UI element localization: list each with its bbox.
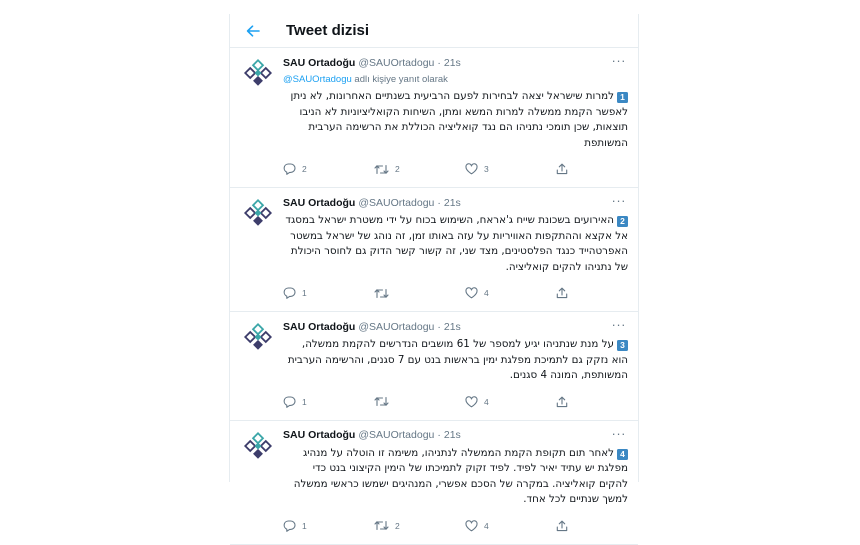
timestamp[interactable]: 21s <box>443 196 461 209</box>
avatar[interactable] <box>241 196 275 230</box>
share-icon <box>556 287 568 299</box>
tweet-header <box>283 188 628 209</box>
tweet-text <box>283 337 628 384</box>
like-button[interactable] <box>465 520 556 532</box>
logo-icon <box>241 196 275 230</box>
tweet-text <box>283 446 628 508</box>
more-icon[interactable]: ··· <box>611 193 626 208</box>
like-count: 3 <box>484 164 489 174</box>
tweet[interactable] <box>230 421 638 545</box>
like-icon <box>465 163 478 175</box>
reply-icon <box>283 396 296 408</box>
reply-icon <box>283 287 296 299</box>
tweet[interactable] <box>230 188 638 312</box>
tweet-body: לאחר תום תקופת הקמת הממשלה לנתניהו, משימה זו הוטלה על מנהיג מפלגת יש עתיד יאיר לפיד. לפיד זקוק לתמיכתו של הימין הקיצוני בנט כדי להקים קואליציה. במקרה של הסכם אפשרי, המנהיגים ישמשו כראשי ממשלה למשך שנתיים לכל אחד. <box>293 446 628 505</box>
like-button[interactable] <box>465 163 556 175</box>
reply-context <box>283 74 628 85</box>
tweet-actions <box>283 518 628 534</box>
avatar[interactable] <box>241 56 275 90</box>
back-button[interactable] <box>242 20 264 42</box>
logo-icon <box>241 320 275 354</box>
avatar[interactable] <box>241 320 275 354</box>
reply-count: 1 <box>302 288 307 298</box>
tweet-actions <box>283 285 628 301</box>
separator-dot: · <box>437 320 441 333</box>
more-icon[interactable]: ··· <box>611 425 626 441</box>
tweet-text <box>283 89 628 151</box>
avatar[interactable] <box>241 429 275 463</box>
reply-button[interactable] <box>283 520 374 532</box>
share-button[interactable] <box>556 163 568 175</box>
timestamp[interactable]: 21s <box>443 429 461 441</box>
handle[interactable]: @SAUOrtadogu <box>358 429 435 441</box>
reply-button[interactable] <box>283 287 374 299</box>
retweet-button[interactable] <box>374 288 465 299</box>
number-badge: 1 <box>617 92 628 103</box>
back-arrow-icon <box>246 25 260 37</box>
separator-dot: · <box>437 56 441 69</box>
logo-icon <box>241 429 275 463</box>
timestamp[interactable]: 21s <box>443 320 461 333</box>
like-icon <box>465 287 478 299</box>
tweet-header <box>283 312 628 333</box>
share-button[interactable] <box>556 287 568 299</box>
display-name[interactable]: SAU Ortadoğu <box>283 320 356 333</box>
number-badge: 2 <box>617 216 628 227</box>
reply-count: 1 <box>302 520 307 531</box>
like-icon <box>465 520 478 532</box>
tweet[interactable] <box>230 312 638 421</box>
tweet-text <box>283 213 628 275</box>
tweet-body: למרות שישראל יצאה לבחירות לפעם הרביעית בשנתיים האחרונות, לא ניתן לאפשר הקמת ממשלה למרות המשא ומתן, השיחות הקואליציוניות לא הניבו תוצאות, שכן תומכי נתניהו הם נגד קואליציה הכוללת את הרשימה הערבית המשותפת <box>290 90 628 149</box>
handle[interactable]: @SAUOrtadogu <box>358 56 435 69</box>
mention-link[interactable]: @SAUOrtadogu <box>283 74 352 85</box>
retweet-icon <box>374 164 389 175</box>
display-name[interactable]: SAU Ortadoğu <box>283 196 356 209</box>
share-icon <box>556 163 568 175</box>
display-name[interactable]: SAU Ortadoğu <box>283 56 356 69</box>
like-count: 4 <box>484 520 489 531</box>
handle[interactable]: @SAUOrtadogu <box>358 196 435 209</box>
reply-icon <box>283 520 296 532</box>
retweet-icon <box>374 520 389 531</box>
display-name[interactable]: SAU Ortadoğu <box>283 429 356 441</box>
retweet-icon <box>374 288 389 299</box>
tweet-header <box>283 48 628 69</box>
header <box>230 14 638 48</box>
number-badge: 3 <box>617 340 628 351</box>
handle[interactable]: @SAUOrtadogu <box>358 320 435 333</box>
reply-icon <box>283 163 296 175</box>
thread-panel <box>229 14 639 531</box>
tweet-list <box>230 48 638 545</box>
logo-icon <box>241 56 275 90</box>
retweet-button[interactable] <box>374 520 465 531</box>
tweet[interactable] <box>230 48 638 188</box>
reply-button[interactable] <box>283 163 374 175</box>
retweet-button[interactable] <box>374 164 465 175</box>
page-title: Tweet dizisi <box>286 22 370 39</box>
retweet-button[interactable] <box>374 396 465 407</box>
retweet-count: 2 <box>395 164 400 174</box>
tweet-body: האירועים בשכונת שייח ג'אראח, השימוש בכוח על ידי משטרת ישראל במסגד אל אקצא וההתקפות האוויריות על עזה באותו זמן, זה נוהג של ישראל במשטר האפרטהייד כנגד הפלסטינים, מצד שני, זה קשור קשר הדוק גם לחוסר היכולת של נתניהו להקים קואליציה. <box>285 214 628 273</box>
separator-dot: · <box>437 196 441 209</box>
share-button[interactable] <box>556 396 568 408</box>
retweet-count: 2 <box>395 520 400 531</box>
like-count: 4 <box>484 396 489 407</box>
more-icon[interactable]: ··· <box>611 317 626 332</box>
reply-context-text: adlı kişiye yanıt olarak <box>351 74 448 85</box>
tweet-actions <box>283 161 628 177</box>
timestamp[interactable]: 21s <box>443 56 461 69</box>
share-icon <box>556 396 568 408</box>
reply-button[interactable] <box>283 396 374 408</box>
tweet-header <box>283 421 628 442</box>
reply-count: 1 <box>302 396 307 407</box>
reply-count: 2 <box>302 164 307 174</box>
more-icon[interactable]: ··· <box>611 53 626 68</box>
share-icon <box>556 520 568 532</box>
number-badge: 4 <box>617 449 628 460</box>
like-icon <box>465 396 478 408</box>
share-button[interactable] <box>556 520 568 532</box>
like-button[interactable] <box>465 287 556 299</box>
like-count: 4 <box>484 288 489 298</box>
tweet-body: על מנת שנתניהו יגיע למספר של 61 מושבים הנדרשים להקמת ממשלה, הוא נזקק גם לתמיכת מפלגת ימין בראשות בנט עם 7 סגנים, והרשימה הערבית המשותפת, המונה 4 סגנים. <box>287 338 628 381</box>
separator-dot: · <box>437 429 441 441</box>
tweet-actions <box>283 394 628 410</box>
retweet-icon <box>374 396 389 407</box>
like-button[interactable] <box>465 396 556 408</box>
